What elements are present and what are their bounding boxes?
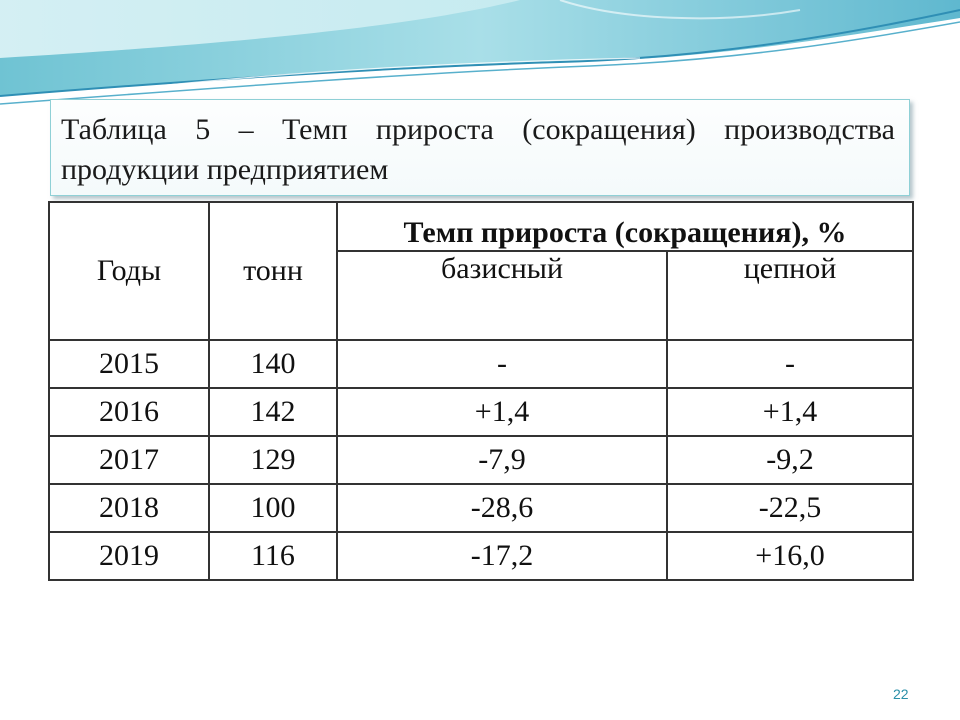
header-basic: базисный [337, 251, 667, 340]
cell-chain: -9,2 [667, 436, 913, 484]
cell-year: 2019 [49, 532, 209, 580]
slide-title: Таблица 5 – Темп прироста (сокращения) производства продукции предприятием [61, 113, 895, 186]
header-wave-decoration [0, 0, 960, 110]
cell-year: 2018 [49, 484, 209, 532]
cell-year: 2017 [49, 436, 209, 484]
cell-basic: -28,6 [337, 484, 667, 532]
growth-rate-table [48, 201, 914, 581]
cell-chain: -22,5 [667, 484, 913, 532]
cell-tons: 129 [209, 436, 337, 484]
table-row [49, 436, 913, 484]
cell-tons: 142 [209, 388, 337, 436]
header-growth-rate: Темп прироста (сокращения), % [337, 202, 913, 251]
table-row [49, 388, 913, 436]
cell-basic: -17,2 [337, 532, 667, 580]
header-years: Годы [49, 202, 209, 340]
cell-tons: 116 [209, 532, 337, 580]
page-number: 22 [893, 686, 909, 702]
cell-basic: -7,9 [337, 436, 667, 484]
cell-chain: - [667, 340, 913, 388]
table-row [49, 340, 913, 388]
cell-tons: 100 [209, 484, 337, 532]
table-row [49, 532, 913, 580]
cell-tons: 140 [209, 340, 337, 388]
cell-chain: +16,0 [667, 532, 913, 580]
header-tons: тонн [209, 202, 337, 340]
cell-basic: - [337, 340, 667, 388]
cell-year: 2016 [49, 388, 209, 436]
table-row [49, 484, 913, 532]
header-chain: цепной [667, 251, 913, 340]
cell-basic: +1,4 [337, 388, 667, 436]
cell-year: 2015 [49, 340, 209, 388]
slide-title-box [50, 99, 910, 196]
cell-chain: +1,4 [667, 388, 913, 436]
